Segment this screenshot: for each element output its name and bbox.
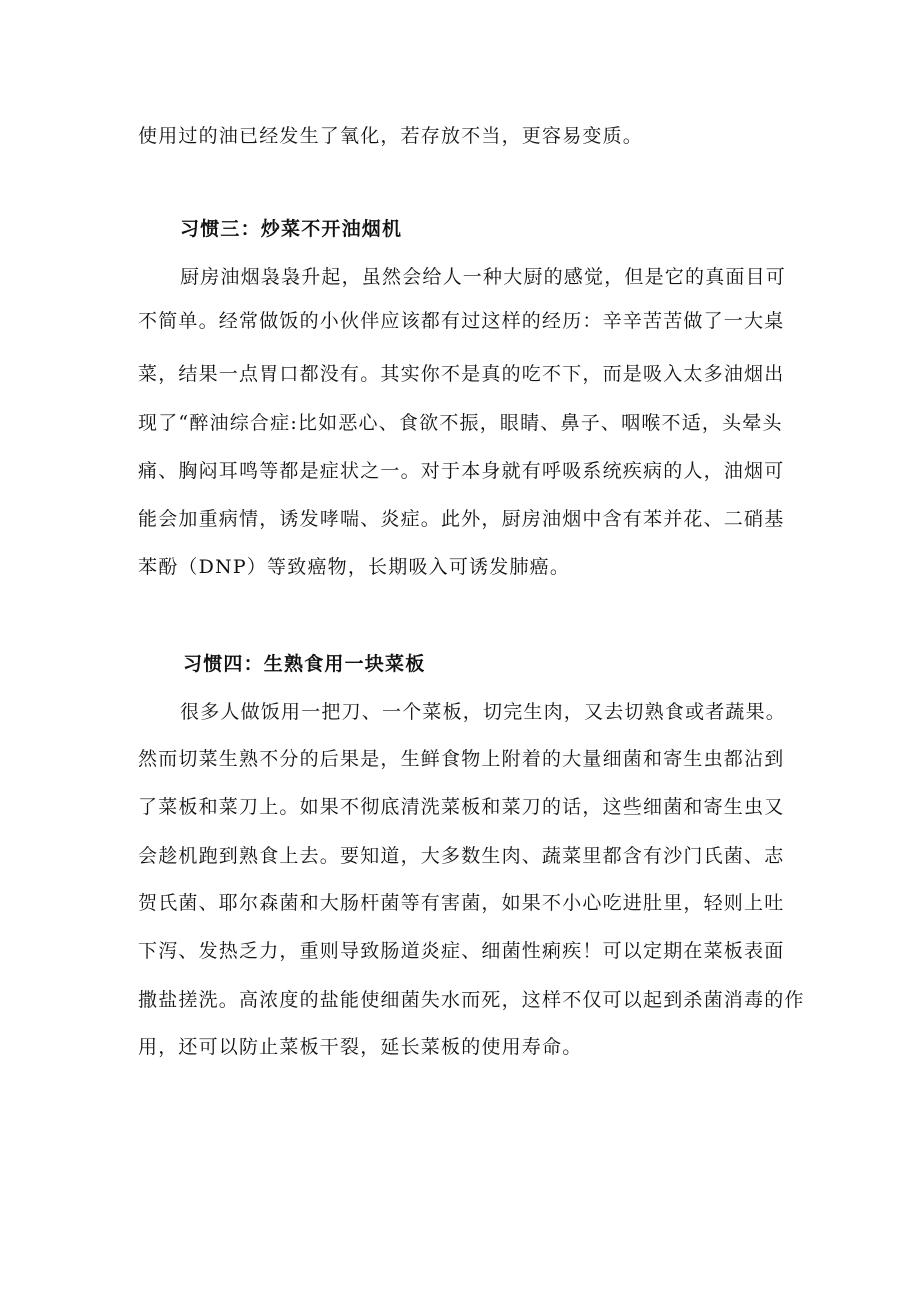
section4-paragraph-line: 用，还可以防止菜板干裂，延长菜板的使用寿命。 xyxy=(138,1036,583,1058)
section3-paragraph-line: 菜，结果一点胃口都没有。其实你不是真的吃不下，而是吸入太多油烟出 xyxy=(138,363,785,385)
section4-paragraph-line: 了菜板和菜刀上。如果不彻底清洗菜板和菜刀的话，这些细菌和寄生虫又 xyxy=(138,796,785,818)
section4-paragraph-line: 会趁机跑到熟食上去。要知道，大多数生肉、蔬菜里都含有沙门氏菌、志 xyxy=(138,845,785,867)
section4-paragraph-line: 撒盐搓洗。高浓度的盐能使细菌失水而死，这样不仅可以起到杀菌消毒的作 xyxy=(138,989,805,1011)
section4-paragraph-line: 然而切菜生熟不分的后果是，生鲜食物上附着的大量细菌和寄生虫都沾到 xyxy=(138,748,785,770)
section3-paragraph-line: 能会加重病情，诱发哮喘、炎症。此外，厨房油烟中含有苯并花、二硝基 xyxy=(138,508,785,530)
section3-paragraph-line: 厨房油烟袅袅升起，虽然会给人一种大厨的感觉，但是它的真面目可 xyxy=(180,266,787,288)
intro-paragraph-line: 使用过的油已经发生了氧化，若存放不当，更容易变质。 xyxy=(138,125,644,147)
section-heading-habit-four: 习惯四：生熟食用一块菜板 xyxy=(183,653,426,675)
section3-paragraph-line: 苯酚（DNP）等致癌物，长期吸入可诱发肺癌。 xyxy=(138,556,571,578)
section3-paragraph-line: 现了“醉油综合症:比如恶心、食欲不振，眼睛、鼻子、咽喉不适，头晕头 xyxy=(138,412,783,434)
section4-paragraph-line: 下泻、发热乏力，重则导致肠道炎症、细菌性痢疾！可以定期在菜板表面 xyxy=(138,940,785,962)
section4-paragraph-line: 贺氏菌、耶尔森菌和大肠杆菌等有害菌，如果不小心吃进肚里，轻则上吐 xyxy=(138,892,785,914)
section-heading-habit-three: 习惯三：炒菜不开油烟机 xyxy=(180,218,403,240)
section3-paragraph-line: 痛、胸闷耳鸣等都是症状之一。对于本身就有呼吸系统疾病的人，油烟可 xyxy=(138,460,785,482)
section4-paragraph-line: 很多人做饭用一把刀、一个菜板，切完生肉，又去切熟食或者蔬果。 xyxy=(180,701,787,723)
section3-paragraph-line: 不简单。经常做饭的小伙伴应该都有过这样的经历：辛辛苦苦做了一大桌 xyxy=(138,310,785,332)
